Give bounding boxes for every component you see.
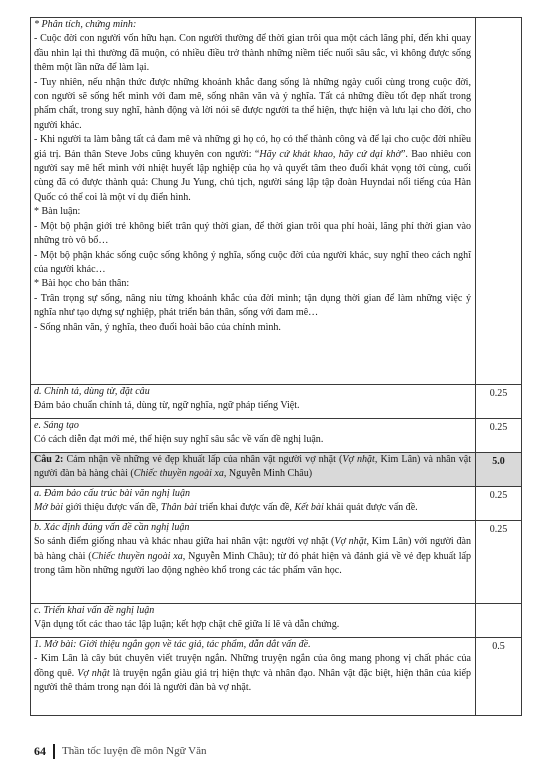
book-title: Thần tốc luyện đề môn Ngữ Văn: [62, 745, 207, 757]
paragraph: - Tuy nhiên, nếu nhận thức được những khoảnh khắc đang sống là những ngày cuối cùng trong cuộc đời, con người sẽ sống hết mình với đam mê, sống nhân văn và ý nghĩa. Tất cả những điều tốt đẹp nhất trong phẩm chất, trong suy nghĩ, hành động và lời nói sẽ được người ta thể hiện, thực hiện và lưu lại cho đời, cho người khác.: [34, 76, 471, 131]
paragraph: Đảm bảo chuẩn chính tả, dùng từ, ngữ nghĩa, ngữ pháp tiếng Việt.: [34, 400, 300, 412]
criterion-title: c. Triển khai vấn đề nghị luận: [34, 605, 155, 616]
table-row: [31, 385, 522, 419]
score-cell: [476, 18, 522, 385]
criterion-title: a. Đảm bảo cấu trúc bài văn nghị luận: [34, 488, 190, 499]
paragraph: So sánh điểm giống nhau và khác nhau giữa hai nhân vật: người vợ nhặt (Vợ nhặt, Kim Lân) với người đàn bà hàng chài (Chiếc thuyền ngoài xa, Nguyễn Minh Châu); từ đó phát hiện và đánh giá về vẻ đẹp khuất lấp trong tâm hồn những người lao động nghèo khổ trong các tác phẩm văn học.: [34, 536, 471, 577]
score-cell: 0.25: [476, 385, 522, 419]
table-row: [31, 419, 522, 453]
page-number: 64: [34, 743, 46, 758]
score-cell: [476, 604, 522, 638]
score-cell: 0.25: [476, 487, 522, 521]
table-row: [31, 453, 522, 487]
criterion-title: e. Sáng tạo: [34, 420, 79, 431]
table-row: [31, 487, 522, 521]
content-cell: [31, 604, 476, 638]
paragraph: - Kim Lân là cây bút chuyên viết truyện ngắn. Những truyện ngắn của ông mang phong vị chất phác của đồng quê. Vợ nhặt là truyện ngắn giàu giá trị hiện thực và nhân đạo. Nhân vật đặc biệt, hiện thân của kiếp người thê thảm trong nạn đói là người đàn bà vợ nhặt.: [34, 653, 472, 694]
section-heading: * Phân tích, chứng minh:: [34, 19, 137, 30]
paragraph: Vận dụng tốt các thao tác lập luận; kết hợp chặt chẽ giữa lí lẽ và dẫn chứng.: [34, 619, 340, 631]
content-cell: [31, 419, 476, 453]
content-cell: [31, 521, 476, 604]
table-row: [31, 604, 522, 638]
question-text: Câu 2: Cảm nhận về những vẻ đẹp khuất lấp của nhân vật người vợ nhặt (Vợ nhặt, Kim Lân) và nhân vật người đàn bà hàng chài (Chiếc thuyền ngoài xa, Nguyễn Minh Châu): [34, 454, 472, 480]
section-heading: * Bàn luận:: [34, 206, 81, 218]
score-cell: 5.0: [476, 453, 522, 487]
paragraph: Có cách diễn đạt mới mẻ, thể hiện suy nghĩ sâu sắc về vấn đề nghị luận.: [34, 434, 324, 446]
paragraph: - Khi người ta làm bằng tất cả đam mê và những gì họ có, họ có thể thành công và để lại cho cuộc đời nhiều giá trị. Bản thân Steve Jobs cũng khuyên con người: “Hãy cứ khát khao, hãy cứ dại khờ”. Bao nhiêu con người say mê hết mình với nhiệt huyết lập nghiệp của họ và quyết tâm theo đuổi khát vọng tới cùng, cuối cùng đã có được thành quả: Chung Ju Yung, chủ tịch, người sáng lập tập đoàn Huyndai nổi tiếng của Hàn Quốc có thể coi là một ví dụ điển hình.: [34, 134, 471, 203]
paragraph: Mở bài giới thiệu được vấn đề, Thân bài triển khai được vấn đề, Kết bài khái quát được vấn đề.: [34, 502, 418, 514]
content-cell: [31, 18, 476, 385]
question-cell: [31, 453, 476, 487]
score-cell: 0.5: [476, 638, 522, 716]
content-cell: [31, 385, 476, 419]
content-cell: [31, 487, 476, 521]
paragraph: - Một bộ phận khác sống cuộc sống không ý nghĩa, sống cuộc đời của người khác, suy nghĩ theo cách nghĩ của người khác…: [34, 249, 471, 275]
answer-table: [30, 17, 522, 716]
page-footer: [34, 743, 206, 759]
score-cell: 0.25: [476, 419, 522, 453]
table-row: [31, 521, 522, 604]
content-cell: [31, 638, 476, 716]
score-cell: 0.25: [476, 521, 522, 604]
paragraph: - Một bộ phận giới trẻ không biết trân quý thời gian, để thời gian trôi qua phí hoài, lãng phí thời gian vào những trò vô bổ…: [34, 220, 471, 247]
footer-divider: [53, 744, 55, 759]
criterion-title: b. Xác định đúng vấn đề cần nghị luận: [34, 522, 190, 533]
criterion-title: d. Chính tả, dùng từ, đặt câu: [34, 386, 150, 397]
paragraph: - Sống nhân văn, ý nghĩa, theo đuổi hoài bão của chính mình.: [34, 321, 281, 333]
table-row: [31, 18, 522, 385]
paragraph: - Trân trọng sự sống, nâng niu từng khoảnh khắc của đời mình; tận dụng thời gian để làm những việc ý nghĩa như tạo dựng sự nghiệp, phát triển bản thân, sống với đam mê…: [34, 292, 471, 319]
table-row: [31, 638, 522, 716]
section-heading: * Bài học cho bản thân:: [34, 278, 130, 290]
paragraph: - Cuộc đời con người vốn hữu hạn. Con người thường để thời gian trôi qua một cách lãng phí, đến khi quay đầu nhìn lại thì thường đã muộn, có nhiều điều trở thành những niềm tiếc nuối sâu sắc, vì không được sống thêm một lần nữa để làm lại.: [34, 33, 471, 74]
criterion-title: 1. Mở bài: Giới thiệu ngắn gọn về tác giả, tác phẩm, dẫn dắt vấn đề.: [34, 639, 311, 650]
